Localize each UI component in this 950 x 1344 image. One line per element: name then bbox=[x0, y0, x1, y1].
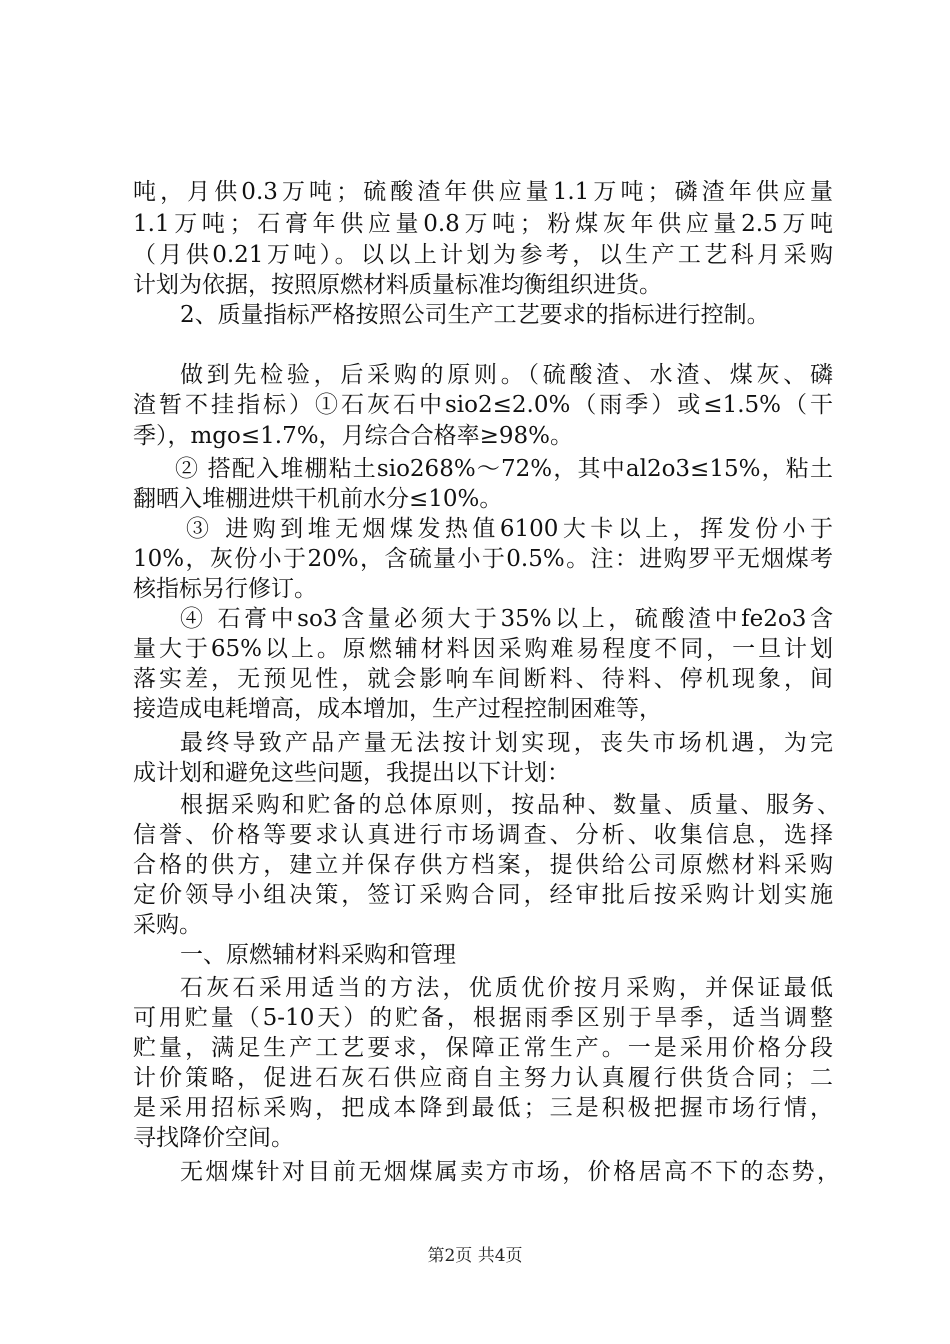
text-line: 是采用招标采购，把成本降到最低；三是积极把握市场行情， bbox=[133, 1095, 833, 1121]
text-line: ④ 石膏中so3含量必须大于35%以上，硫酸渣中fe2o3含 bbox=[180, 606, 833, 632]
text-line: 贮量，满足生产工艺要求，保障正常生产。一是采用价格分段 bbox=[133, 1035, 833, 1061]
text-line: 无烟煤针对目前无烟煤属卖方市场，价格居高不下的态势， bbox=[180, 1159, 840, 1185]
text-line: 做到先检验，后采购的原则。（硫酸渣、水渣、煤灰、磷 bbox=[180, 362, 833, 388]
text-line: 落实差，无预见性，就会影响车间断料、待料、停机现象，间 bbox=[133, 666, 833, 692]
text-line: 可用贮量（5-10天）的贮备，根据雨季区别于旱季，适当调整 bbox=[133, 1005, 833, 1031]
text-line: 成计划和避免这些问题，我提出以下计划： bbox=[133, 760, 570, 786]
text-line: 根据采购和贮备的总体原则，按品种、数量、质量、服务、 bbox=[180, 792, 840, 818]
text-line: 合格的供方，建立并保存供方档案，提供给公司原燃材料采购 bbox=[133, 852, 833, 878]
text-line: ③ 进购到堆无烟煤发热值6100大卡以上，挥发份小于 bbox=[186, 516, 833, 542]
text-line: 翻晒入堆棚进烘干机前水分≤10%。 bbox=[133, 486, 503, 512]
text-line: 寻找降价空间。 bbox=[133, 1125, 294, 1151]
text-line: 2、质量指标严格按照公司生产工艺要求的指标进行控制。 bbox=[180, 302, 770, 328]
text-line: （月供0.21万吨）。以以上计划为参考，以生产工艺科月采购 bbox=[133, 242, 833, 268]
text-line: 季），mgo≤1.7%，月综合合格率≥98%。 bbox=[133, 423, 573, 449]
text-line: 吨，月供0.3万吨；硫酸渣年供应量1.1万吨；磷渣年供应量 bbox=[133, 179, 833, 205]
text-line: 信誉、价格等要求认真进行市场调查、分析、收集信息，选择 bbox=[133, 822, 833, 848]
page-footer: 第2页 共4页 bbox=[427, 1246, 523, 1266]
text-line: 计划为依据，按照原燃材料质量标准均衡组织进货。 bbox=[133, 272, 662, 298]
text-line: 核指标另行修订。 bbox=[133, 576, 317, 602]
text-line: 1.1万吨；石膏年供应量0.8万吨；粉煤灰年供应量2.5万吨 bbox=[133, 211, 833, 237]
text-line: 石灰石采用适当的方法，优质优价按月采购，并保证最低 bbox=[180, 975, 833, 1001]
text-line: ② 搭配入堆棚粘土sio268%～72%，其中al2o3≤15%，粘土 bbox=[175, 456, 833, 482]
text-line: 采购。 bbox=[133, 912, 202, 938]
text-line: 量大于65%以上。原燃辅材料因采购难易程度不同，一旦计划 bbox=[133, 636, 833, 662]
section-heading: 一、原燃辅材料采购和管理 bbox=[180, 942, 456, 968]
text-line: 定价领导小组决策，签订采购合同，经审批后按采购计划实施 bbox=[133, 882, 833, 908]
text-line: 计价策略，促进石灰石供应商自主努力认真履行供货合同；二 bbox=[133, 1065, 833, 1091]
text-line: 10%，灰份小于20%，含硫量小于0.5%。注：进购罗平无烟煤考 bbox=[133, 546, 833, 572]
text-line: 最终导致产品产量无法按计划实现，丧失市场机遇，为完 bbox=[180, 730, 833, 756]
text-line: 渣暂不挂指标）①石灰石中sio2≤2.0%（雨季）或≤1.5%（干 bbox=[133, 392, 833, 418]
text-line: 接造成电耗增高，成本增加，生产过程控制困难等， bbox=[133, 696, 662, 722]
